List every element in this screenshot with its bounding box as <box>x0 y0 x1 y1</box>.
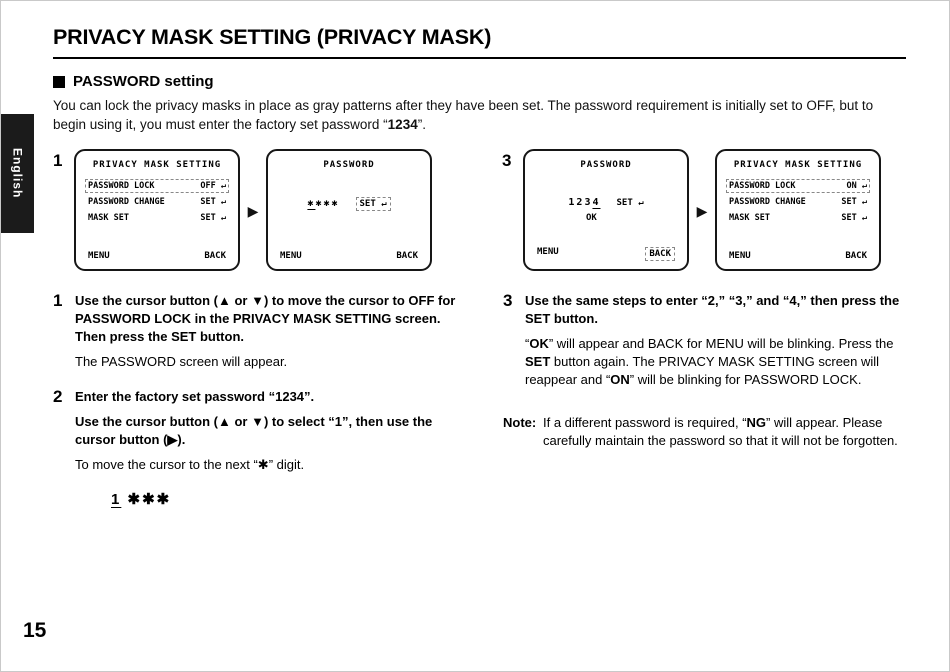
page-number: 15 <box>23 619 47 642</box>
osd-row-value: OFF ↵ <box>200 181 226 191</box>
osd-row-label: PASSWORD LOCK <box>88 181 155 191</box>
instructions-right-column <box>503 292 909 518</box>
step-2 <box>53 388 473 508</box>
step-number: 3 <box>503 291 513 310</box>
osd-row-password-change <box>726 195 870 209</box>
step-text: The PASSWORD screen will appear. <box>75 354 288 369</box>
intro-paragraph: You can lock the privacy masks in place as gray patterns after they have been set. The password requirement is initially set to OFF, but to begin using it, you must enter the factory set password “1234”. <box>53 98 874 132</box>
osd-password-line <box>277 197 421 211</box>
osd-row-password-change <box>85 195 229 209</box>
osd-row-label: PASSWORD LOCK <box>729 181 796 191</box>
note-block <box>503 414 909 450</box>
osd-rows <box>726 179 870 225</box>
step-number: 1 <box>53 291 63 310</box>
osd-row-value: SET ↵ <box>200 197 226 207</box>
step-number: 2 <box>53 387 63 406</box>
osd-bottom-bar <box>277 251 421 261</box>
osd-screen-privacy-mask-off <box>74 149 240 271</box>
step-heading: Enter the factory set password “1234”. <box>75 389 315 404</box>
osd-ok-label: OK <box>586 213 597 223</box>
password-display: 1234 <box>568 197 601 208</box>
osd-title: PRIVACY MASK SETTING <box>733 160 863 170</box>
osd-row-value: SET ↵ <box>841 213 867 223</box>
osd-bottom-bar <box>534 247 678 261</box>
osd-row-mask-set <box>85 211 229 225</box>
title-divider <box>53 57 906 59</box>
password-display: ✱✱✱✱ <box>307 198 340 209</box>
osd-screen-password-ok <box>523 149 689 271</box>
page-content <box>53 25 906 518</box>
osd-back-label: BACK <box>396 251 418 261</box>
osd-screen-password-entry <box>266 149 432 271</box>
osd-menu-label: MENU <box>537 247 559 257</box>
step-heading: Use the cursor button (▲ or ▼) to select “1”, then use the cursor button (▶). <box>75 414 433 447</box>
step-heading: Use the same steps to enter “2,” “3,” and “4,” then press the SET button. <box>525 293 900 326</box>
osd-row-password-lock <box>85 179 229 193</box>
osd-title: PRIVACY MASK SETTING <box>92 160 222 170</box>
instruction-columns <box>53 292 906 518</box>
step3-number: 3 <box>502 151 512 170</box>
osd-menu-label: MENU <box>729 251 751 261</box>
page-title: PRIVACY MASK SETTING (PRIVACY MASK) <box>53 25 492 49</box>
note-label: Note: <box>503 415 537 430</box>
section-heading-label: PASSWORD setting <box>73 73 214 90</box>
osd-bottom-bar <box>85 251 229 261</box>
example-password: 1 ✱✱✱ <box>111 491 172 508</box>
osd-menu-label: MENU <box>280 251 302 261</box>
step-1 <box>53 292 473 378</box>
osd-title: PASSWORD <box>323 160 375 170</box>
osd-back-label: BACK <box>845 251 867 261</box>
language-tab <box>1 114 34 233</box>
section-heading <box>53 73 906 90</box>
instructions-left-column <box>53 292 473 518</box>
osd-row-value: ON ↵ <box>846 181 867 191</box>
osd-bottom-bar <box>726 251 870 261</box>
osd-row-password-lock <box>726 179 870 193</box>
osd-rows <box>85 179 229 225</box>
osd-back-label: BACK <box>645 247 675 261</box>
osd-row-value: SET ↵ <box>200 213 226 223</box>
step1-number: 1 <box>53 151 63 170</box>
osd-screens-band <box>53 149 906 274</box>
osd-row-label: MASK SET <box>729 213 770 223</box>
step-text: To move the cursor to the next “✱” digit. <box>75 457 305 472</box>
step-3 <box>503 292 909 396</box>
osd-row-label: MASK SET <box>88 213 129 223</box>
language-tab-label: English <box>10 148 25 199</box>
arrow-right-icon: ▶ <box>696 203 708 219</box>
osd-back-label: BACK <box>204 251 226 261</box>
osd-row-label: PASSWORD CHANGE <box>729 197 806 207</box>
arrow-right-icon: ▶ <box>247 203 259 219</box>
osd-password-line <box>534 197 678 208</box>
osd-title: PASSWORD <box>580 160 632 170</box>
note-text: If a different password is required, “NG” will appear. Please carefully maintain the password so that it will not be forgotten. <box>543 415 898 448</box>
step-heading: Use the cursor button (▲ or ▼) to move the cursor to OFF for PASSWORD LOCK in the PRIVACY MASK SETTING screen. Then press the SET button. <box>75 293 456 344</box>
step-body <box>75 388 473 508</box>
step-body <box>525 292 909 396</box>
osd-screen-privacy-mask-on <box>715 149 881 271</box>
osd-row-value: SET ↵ <box>841 197 867 207</box>
osd-menu-label: MENU <box>88 251 110 261</box>
osd-row-mask-set <box>726 211 870 225</box>
osd-row-label: PASSWORD CHANGE <box>88 197 165 207</box>
step-body <box>75 292 473 378</box>
step-text: “OK” will appear and BACK for MENU will be blinking. Press the SET button again. The PRIVACY MASK SETTING screen will reappear and “ON” will be blinking for PASSWORD LOCK. <box>525 336 894 387</box>
square-bullet-icon <box>53 76 65 88</box>
osd-set-label: SET ↵ <box>356 197 391 211</box>
osd-set-label: SET ↵ <box>616 198 644 208</box>
